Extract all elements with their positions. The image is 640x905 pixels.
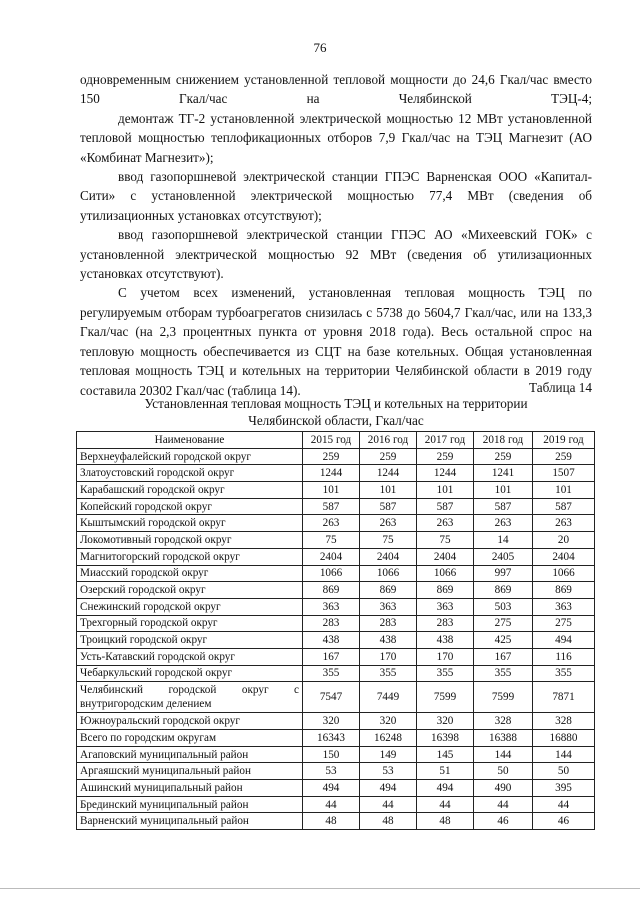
paragraph-3: ввод газопоршневой электрической станции ГПЭС Варненская ООО «Капитал-Сити» с установленной электрической мощностью 77,4 МВт (сведения об утилизационных установках отсутствуют); — [80, 169, 592, 223]
row-name-cell: Варненский муниципальный район — [77, 813, 303, 830]
value-cell: 1507 — [533, 465, 595, 482]
body-text — [80, 70, 592, 400]
row-name-cell: Южноуральский городской округ — [77, 713, 303, 730]
value-cell: 869 — [360, 582, 417, 599]
table-title — [80, 395, 592, 429]
paragraph-4: ввод газопоршневой электрической станции ГПЭС АО «Михеевский ГОК» с установленной электрической мощностью 92 МВт (сведения об утилизационных установках отсутствуют). — [80, 227, 592, 282]
table-row — [77, 565, 595, 582]
row-name-cell: Копейский городской округ — [77, 498, 303, 515]
table-row — [77, 498, 595, 515]
value-cell: 101 — [533, 482, 595, 499]
row-name-cell: Снежинский городской округ — [77, 598, 303, 615]
value-cell: 46 — [474, 813, 533, 830]
value-cell: 494 — [303, 780, 360, 797]
value-cell: 7871 — [533, 682, 595, 713]
table-row — [77, 482, 595, 499]
table-row — [77, 665, 595, 682]
value-cell: 328 — [474, 713, 533, 730]
value-cell: 14 — [474, 532, 533, 549]
value-cell: 438 — [417, 632, 474, 649]
value-cell: 494 — [360, 780, 417, 797]
value-cell: 1241 — [474, 465, 533, 482]
value-cell: 363 — [360, 598, 417, 615]
value-cell: 167 — [474, 648, 533, 665]
value-cell: 320 — [360, 713, 417, 730]
value-cell: 869 — [533, 582, 595, 599]
value-cell: 259 — [417, 448, 474, 465]
value-cell: 145 — [417, 746, 474, 763]
value-cell: 51 — [417, 763, 474, 780]
value-cell: 587 — [474, 498, 533, 515]
row-name-cell: Златоустовский городской округ — [77, 465, 303, 482]
value-cell: 2404 — [533, 548, 595, 565]
row-name-cell: Миасский городской округ — [77, 565, 303, 582]
table-row — [77, 548, 595, 565]
value-cell: 144 — [474, 746, 533, 763]
table-row — [77, 448, 595, 465]
value-cell: 355 — [417, 665, 474, 682]
table-label: Таблица 14 — [529, 380, 592, 395]
value-cell: 7547 — [303, 682, 360, 713]
table-row — [77, 746, 595, 763]
value-cell: 1066 — [417, 565, 474, 582]
value-cell: 494 — [533, 632, 595, 649]
value-cell: 150 — [303, 746, 360, 763]
value-cell: 363 — [533, 598, 595, 615]
value-cell: 2404 — [360, 548, 417, 565]
paragraph-2: демонтаж ТГ-2 установленной электрической мощностью 12 МВт установленной тепловой мощностью теплофикационных отборов 7,9 Гкал/час на ТЭЦ Магнезит (АО «Комбинат Магнезит»); — [80, 110, 592, 165]
value-cell: 7449 — [360, 682, 417, 713]
row-name-cell: Усть-Катавский городской округ — [77, 648, 303, 665]
value-cell: 48 — [303, 813, 360, 830]
value-cell: 7599 — [474, 682, 533, 713]
value-cell: 438 — [303, 632, 360, 649]
row-name-cell: Троицкий городской округ — [77, 632, 303, 649]
value-cell: 494 — [417, 780, 474, 797]
value-cell: 259 — [360, 448, 417, 465]
header-2015: 2015 год — [303, 432, 360, 449]
value-cell: 320 — [417, 713, 474, 730]
header-2016: 2016 год — [360, 432, 417, 449]
row-name-cell: Магнитогорский городской округ — [77, 548, 303, 565]
row-name-cell: Озерский городской округ — [77, 582, 303, 599]
value-cell: 44 — [417, 796, 474, 813]
table-row — [77, 598, 595, 615]
value-cell: 259 — [533, 448, 595, 465]
table-row — [77, 615, 595, 632]
table-row — [77, 582, 595, 599]
value-cell: 1244 — [417, 465, 474, 482]
page-bottom-rule — [0, 888, 640, 889]
value-cell: 355 — [303, 665, 360, 682]
value-cell: 48 — [360, 813, 417, 830]
page-number: 76 — [313, 40, 327, 55]
value-cell: 283 — [303, 615, 360, 632]
value-cell: 363 — [303, 598, 360, 615]
value-cell: 275 — [474, 615, 533, 632]
value-cell: 53 — [303, 763, 360, 780]
value-cell: 75 — [303, 532, 360, 549]
value-cell: 425 — [474, 632, 533, 649]
value-cell: 46 — [533, 813, 595, 830]
value-cell: 149 — [360, 746, 417, 763]
value-cell: 1066 — [360, 565, 417, 582]
value-cell: 263 — [474, 515, 533, 532]
value-cell: 503 — [474, 598, 533, 615]
value-cell: 75 — [360, 532, 417, 549]
table-title-line-1: Установленная тепловая мощность ТЭЦ и котельных на территории — [144, 396, 528, 411]
value-cell: 144 — [533, 746, 595, 763]
value-cell: 438 — [360, 632, 417, 649]
header-name: Наименование — [77, 432, 303, 449]
value-cell: 587 — [303, 498, 360, 515]
row-name-cell: Верхнеуфалейский городской округ — [77, 448, 303, 465]
value-cell: 116 — [533, 648, 595, 665]
value-cell: 587 — [417, 498, 474, 515]
value-cell: 259 — [303, 448, 360, 465]
table-row — [77, 515, 595, 532]
table-row — [77, 648, 595, 665]
value-cell: 263 — [417, 515, 474, 532]
table-title-line-2: Челябинской области, Гкал/час — [248, 413, 424, 428]
value-cell: 167 — [303, 648, 360, 665]
table-row — [77, 780, 595, 797]
value-cell: 283 — [360, 615, 417, 632]
row-name-cell: Агаповский муниципальный район — [77, 746, 303, 763]
header-2019: 2019 год — [533, 432, 595, 449]
table-row — [77, 813, 595, 830]
value-cell: 1244 — [303, 465, 360, 482]
value-cell: 170 — [360, 648, 417, 665]
row-name-cell: Всего по городским округам — [77, 730, 303, 747]
value-cell: 869 — [417, 582, 474, 599]
value-cell: 997 — [474, 565, 533, 582]
value-cell: 50 — [533, 763, 595, 780]
value-cell: 44 — [474, 796, 533, 813]
value-cell: 355 — [360, 665, 417, 682]
value-cell: 395 — [533, 780, 595, 797]
value-cell: 259 — [474, 448, 533, 465]
value-cell: 275 — [533, 615, 595, 632]
value-cell: 16343 — [303, 730, 360, 747]
row-name-cell: Карабашский городской округ — [77, 482, 303, 499]
value-cell: 263 — [360, 515, 417, 532]
value-cell: 170 — [417, 648, 474, 665]
value-cell: 101 — [360, 482, 417, 499]
row-name-cell: Челябинский городской округ с внутригородским делением — [77, 682, 303, 713]
row-name-cell: Трехгорный городской округ — [77, 615, 303, 632]
row-name-cell: Брединский муниципальный район — [77, 796, 303, 813]
row-name-cell: Аргаяшский муниципальный район — [77, 763, 303, 780]
table-body — [77, 448, 595, 829]
value-cell: 320 — [303, 713, 360, 730]
value-cell: 869 — [303, 582, 360, 599]
value-cell: 75 — [417, 532, 474, 549]
table-row — [77, 763, 595, 780]
value-cell: 50 — [474, 763, 533, 780]
row-name-cell: Кыштымский городской округ — [77, 515, 303, 532]
value-cell: 101 — [474, 482, 533, 499]
row-name-cell: Чебаркульский городской округ — [77, 665, 303, 682]
value-cell: 44 — [303, 796, 360, 813]
value-cell: 53 — [360, 763, 417, 780]
row-name-cell: Локомотивный городской округ — [77, 532, 303, 549]
value-cell: 1066 — [533, 565, 595, 582]
value-cell: 587 — [360, 498, 417, 515]
table-row — [77, 682, 595, 713]
table-row — [77, 730, 595, 747]
value-cell: 48 — [417, 813, 474, 830]
row-name-cell: Ашинский муниципальный район — [77, 780, 303, 797]
paragraph-5: С учетом всех изменений, установленная тепловая мощность ТЭЦ по регулируемым отборам турбоагрегатов снизилась с 5738 до 5604,7 Гкал/час, или на 133,3 Гкал/час (на 2,3 процентных пункта от уровня 2018 года). Весь остальной спрос на тепловую мощность обеспечивается из СЦТ на базе котельных. Общая установленная тепловая мощность ТЭЦ и котельных на территории Челябинской области в 2019 году составила 20302 Гкал/час (таблица 14). — [80, 285, 592, 398]
table-row — [77, 532, 595, 549]
value-cell: 283 — [417, 615, 474, 632]
table-header-row — [77, 432, 595, 449]
value-cell: 2405 — [474, 548, 533, 565]
value-cell: 44 — [360, 796, 417, 813]
value-cell: 2404 — [303, 548, 360, 565]
value-cell: 263 — [303, 515, 360, 532]
value-cell: 587 — [533, 498, 595, 515]
value-cell: 7599 — [417, 682, 474, 713]
value-cell: 16248 — [360, 730, 417, 747]
paragraph-1: одновременным снижением установленной тепловой мощности до 24,6 Гкал/час вместо 150 Гкал/час на Челябинской ТЭЦ-4; — [80, 72, 592, 107]
value-cell: 355 — [533, 665, 595, 682]
table-row — [77, 796, 595, 813]
value-cell: 16388 — [474, 730, 533, 747]
value-cell: 16398 — [417, 730, 474, 747]
table-row — [77, 465, 595, 482]
table-row — [77, 713, 595, 730]
value-cell: 44 — [533, 796, 595, 813]
value-cell: 20 — [533, 532, 595, 549]
header-2018: 2018 год — [474, 432, 533, 449]
value-cell: 1244 — [360, 465, 417, 482]
value-cell: 490 — [474, 780, 533, 797]
value-cell: 355 — [474, 665, 533, 682]
value-cell: 2404 — [417, 548, 474, 565]
header-2017: 2017 год — [417, 432, 474, 449]
value-cell: 101 — [303, 482, 360, 499]
value-cell: 363 — [417, 598, 474, 615]
value-cell: 16880 — [533, 730, 595, 747]
table-row — [77, 632, 595, 649]
heat-capacity-table — [76, 431, 595, 830]
value-cell: 1066 — [303, 565, 360, 582]
value-cell: 101 — [417, 482, 474, 499]
value-cell: 328 — [533, 713, 595, 730]
value-cell: 263 — [533, 515, 595, 532]
value-cell: 869 — [474, 582, 533, 599]
